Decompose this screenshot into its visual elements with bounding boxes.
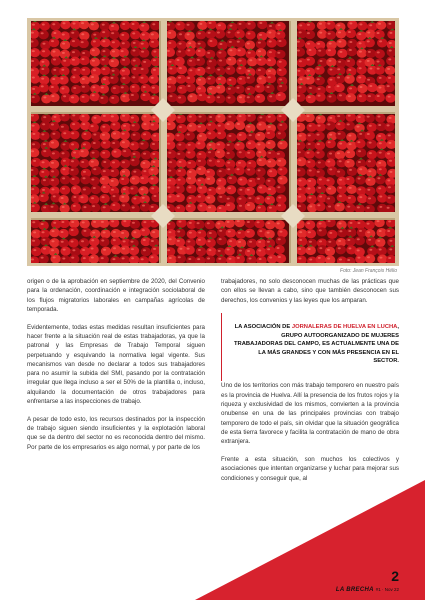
strawberry-crates-photo — [27, 18, 399, 266]
paragraph: trabajadores, no solo desconocen muchas de las prácticas que con ellos se llevan a cabo, sino que también desconocen sus derechos, los convenios y las leyes que los amparan. — [221, 278, 399, 304]
pullquote-pre: LA ASOCIACIÓN DE — [234, 324, 292, 331]
paragraph: Frente a esta situación, son muchos los colectivos y asociaciones que intentan organizarse y luchar para mejorar sus condiciones y conseguir que, al — [221, 456, 399, 482]
photo-caption: Foto: Jean François Hélio — [340, 268, 397, 274]
paragraph: origen o de la aprobación en septiembre de 2020, del Convenio para la ordenación, coordinación e integración sociolaboral de los flujos migratorios laborales en campañas agrícolas de temporada. — [27, 278, 205, 313]
page-number: 2 — [391, 568, 399, 584]
right-column — [221, 277, 399, 491]
footer-brand — [336, 587, 399, 593]
brand-name: LA BRECHA — [335, 587, 374, 593]
pullquote-bar — [221, 313, 222, 381]
left-column — [27, 277, 205, 461]
pullquote-text — [228, 323, 399, 365]
pullquote-post: , GRUPO AUTOORGANIZADO DE MUJERES TRABAJADORAS DEL CAMPO, ES ACTUALMENTE UNA DE LA MÁS GRANDES Y CON MÁS PRESENCIA EN EL SECTOR. — [233, 324, 399, 365]
paragraph: Evidentemente, todas estas medidas resultan insuficientes para hacer frente a la situación real de estas trabajadoras, ya que la patronal y las Empresas de Trabajo Temporal siguen perpetuando y esquivando la normativa legal vigente. Sus mecanismos van desde no declarar a todos sus trabajadores para no asumir la subida del SMI, pasando por la contratación irregular que llega incluso a ser el 50% de la plantilla o, incluso, alquilando la documentación de otros trabajadores para enfrentarse a las inspecciones de trabajo. — [27, 323, 205, 406]
issue-label: #1 · Nov 22 — [375, 587, 399, 592]
pullquote-highlight: JORNALERAS DE HUELVA EN LUCHA — [291, 324, 398, 331]
paragraph: Uno de los territorios con más trabajo temporero en nuestro país es la provincia de Huelva. Allí la presencia de los frutos rojos y la riqueza y exclusividad de los mismos, convierten a la provincia onubense en una de las principales provincias con trabajo temporero de todo el país, sin olvidar que la situación geográfica de esta tierra favorece y facilita la contratación de mano de obra extranjera. — [221, 382, 399, 446]
pullquote — [221, 313, 399, 381]
paragraph: A pesar de todo esto, los recursos destinados por la inspección de trabajo siguen siendo insuficientes y la explotación laboral que se da dentro del sector no es reconocida dentro del mismo. Por parte de los empresarios es algo normal, y por parte de los — [27, 415, 205, 451]
